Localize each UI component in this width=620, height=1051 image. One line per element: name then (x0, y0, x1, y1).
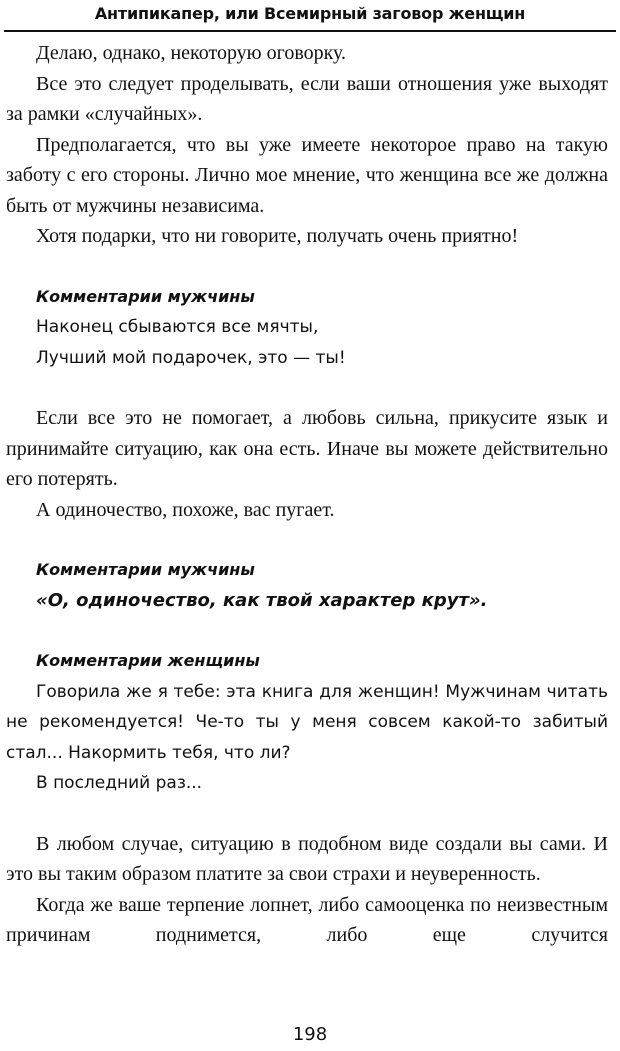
page-number: 198 (292, 1024, 328, 1045)
men-comment-quote: «О, одиночество, как твой характер крут». (36, 589, 488, 611)
running-header: Антипикапер, или Всемирный заговор женщин (94, 4, 526, 23)
verse-line: Наконец сбываются все мячты, (36, 317, 319, 337)
women-comment-text: В последний раз... (36, 773, 203, 793)
women-comment-heading: Комментарии женщины (36, 651, 260, 670)
paragraph: Если все это не помогает, а любовь сильна, прикусите язык и принимайте ситуацию, как она есть. Иначе вы можете действительно его потерять. (6, 407, 608, 490)
men-comment-heading: Комментарии мужчины (36, 286, 255, 306)
paragraph: Все это следует проделывать, если ваши отношения уже выходят за рамки «случайных». (6, 72, 608, 125)
paragraph: Хотя подарки, что ни говорите, получать очень приятно! (36, 225, 519, 247)
spacer (6, 373, 608, 403)
men-comment-heading: Комментарии мужчины (36, 560, 255, 579)
paragraph: Когда же ваше терпение лопнет, либо самооценка по неизвестным причинам поднимется, либо еще случится (6, 893, 608, 946)
paragraph: Делаю, однако, некоторую оговорку. (36, 42, 347, 64)
paragraph: Предполагается, что вы уже имеете некоторое право на такую заботу с его стороны. Лично мое мнение, что женщина все же должна быть от мужчины независима. (6, 133, 608, 217)
header-rule (4, 30, 616, 32)
spacer (6, 799, 608, 829)
spacer (6, 252, 608, 282)
women-comment-text: Говорила же я тебе: эта книга для женщин! Мужчинам читать не рекомендуется! Че-то ты у меня совсем какой-то забитый стал... Накормить тебя, что ли? (6, 681, 608, 763)
verse-line: Лучший мой подарочек, это — ты! (36, 347, 346, 368)
paragraph: В любом случае, ситуацию в подобном виде создали вы сами. И это вы таким образом платите за свои страхи и неуверенность. (6, 832, 608, 885)
paragraph: А одиночество, похоже, вас пугает. (36, 498, 335, 521)
spacer (6, 525, 608, 555)
spacer (6, 616, 608, 646)
page-body (6, 38, 608, 951)
